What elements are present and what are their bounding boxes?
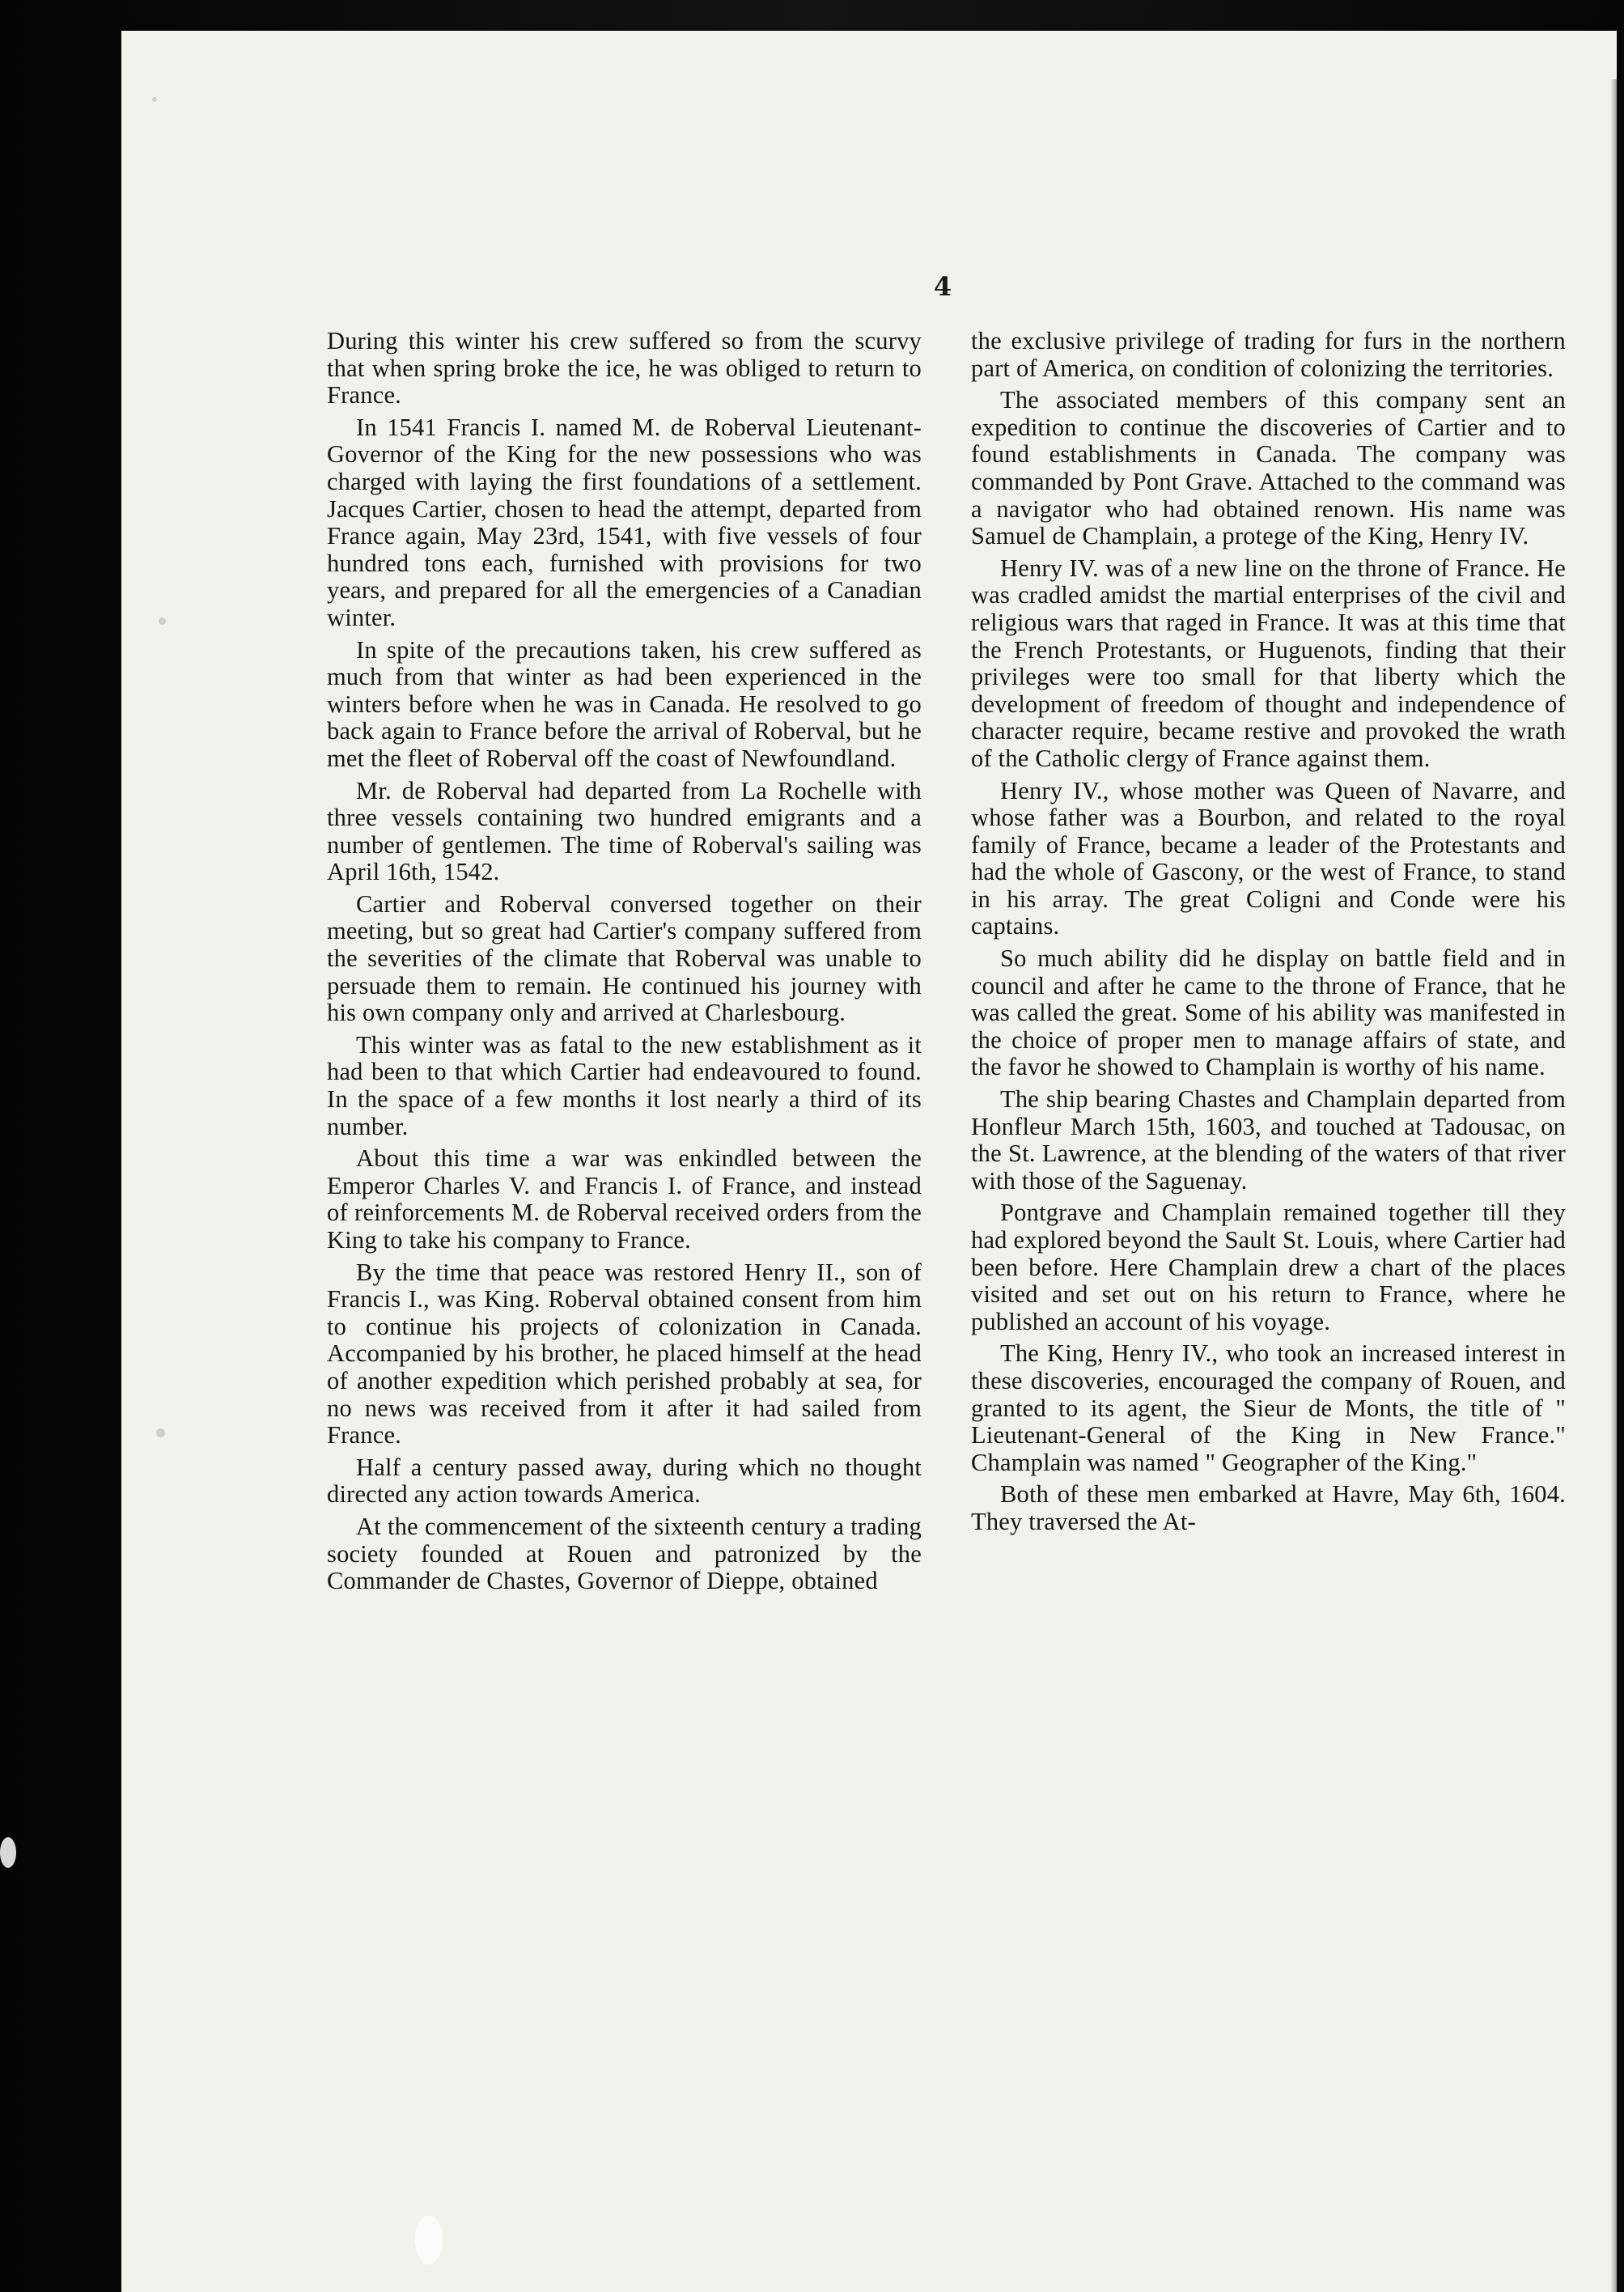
paragraph: Pontgrave and Champlain remained together till they had explored beyond the Sault St. Louis, where Cartier had been before. Here Champlain drew a chart of the places visited and set out on his return to France, where he published an account of his voyage.	[971, 1199, 1566, 1335]
paragraph: In spite of the precautions taken, his crew suffered as much from that winter as had been experienced in the winters before when he was in Canada. He resolved to go back again to France before the arrival of Roberval, but he met the fleet of Roberval off the coast of Newfoundland.	[327, 635, 922, 772]
left-text-column	[327, 328, 922, 1600]
paragraph: Both of these men embarked at Havre, May 6th, 1604. They traversed the At-	[971, 1480, 1566, 1535]
page-edge-shadow	[1610, 79, 1617, 2292]
paragraph: About this time a war was enkindled between the Emperor Charles V. and Francis I. of France, and instead of reinforcements M. de Roberval received orders from the King to take his company to France.	[327, 1144, 922, 1254]
paragraph: By the time that peace was restored Henry II., son of Francis I., was King. Roberval obtained consent from him to continue his projects of colonization in Canada. Accompanied by his brother, he placed himself at the head of another expedition which perished probably at sea, for no news was received from it after it had sailed from France.	[327, 1258, 922, 1449]
page-number: 4	[933, 271, 952, 302]
paragraph: The associated members of this company sent an expedition to continue the discoveries of Cartier and to found establishments in Canada. The company was commanded by Pont Grave. Attached to the command was a navigator who had obtained renown. His name was Samuel de Champlain, a protege of the King, Henry IV.	[971, 386, 1566, 550]
paragraph: At the commencement of the sixteenth century a trading society founded at Rouen and patronized by the Commander de Chastes, Governor of Dieppe, obtained	[327, 1512, 922, 1595]
paragraph: The ship bearing Chastes and Champlain departed from Honfleur March 15th, 1603, and touched at Tadousac, on the St. Lawrence, at the blending of the waters of that river with those of the Saguenay.	[971, 1085, 1566, 1195]
paragraph: During this winter his crew suffered so from the scurvy that when spring broke the ice, he was obliged to return to France.	[327, 327, 922, 410]
paragraph: Cartier and Roberval conversed together on their meeting, but so great had Cartier's company suffered from the severities of the climate that Roberval was unable to persuade them to remain. He continued his journey with his own company only and arrived at Charlesbourg.	[327, 889, 922, 1027]
right-text-column	[971, 328, 1566, 1541]
bottom-scan-artifact	[415, 2216, 443, 2264]
dust-speck	[152, 97, 157, 102]
paragraph: Henry IV. was of a new line on the throne of France. He was cradled amidst the martial enterprises of the civil and religious wars that raged in France. It was at this time that the French Protestants, or Huguenots, finding that their privileges were too small for that liberty which the development of freedom of thought and independence of character require, became restive and provoked the wrath of the Catholic clergy of France against them.	[971, 554, 1566, 772]
paragraph: the exclusive privilege of trading for furs in the northern part of America, on condition of colonizing the territories.	[971, 327, 1566, 382]
dust-speck	[156, 1428, 165, 1437]
paragraph: Half a century passed away, during which no thought directed any action towards America.	[327, 1453, 922, 1509]
paragraph: The King, Henry IV., who took an increased interest in these discoveries, encouraged the company of Rouen, and granted to its agent, the Sieur de Monts, the title of " Lieutenant-General of the King in New France." Champlain was named " Geographer of the King."	[971, 1339, 1566, 1476]
dust-speck	[159, 618, 166, 625]
paragraph: So much ability did he display on battle field and in council and after he came to the throne of France, that he was called the great. Some of his ability was manifested in the choice of proper men to manage affairs of state, and the favor he showed to Champlain is worthy of his name.	[971, 944, 1566, 1081]
paragraph: In 1541 Francis I. named M. de Roberval Lieutenant-Governor of the King for the new possessions who was charged with laying the first foundations of a settlement. Jacques Cartier, chosen to head the attempt, departed from France again, May 23rd, 1541, with five vessels of four hundred tons each, furnished with provisions for two years, and prepared for all the emergencies of a Canadian winter.	[327, 413, 922, 631]
left-edge-artifact	[0, 1837, 16, 1868]
paragraph: This winter was as fatal to the new establishment as it had been to that which Cartier had endeavoured to found. In the space of a few months it lost nearly a third of its number.	[327, 1030, 922, 1140]
paragraph: Henry IV., whose mother was Queen of Navarre, and whose father was a Bourbon, and related to the royal family of France, became a leader of the Protestants and had the whole of Gascony, or the west of France, to stand in his array. The great Coligni and Conde were his captains.	[971, 776, 1566, 940]
paragraph: Mr. de Roberval had departed from La Rochelle with three vessels containing two hundred emigrants and a number of gentlemen. The time of Roberval's sailing was April 16th, 1542.	[327, 776, 922, 886]
